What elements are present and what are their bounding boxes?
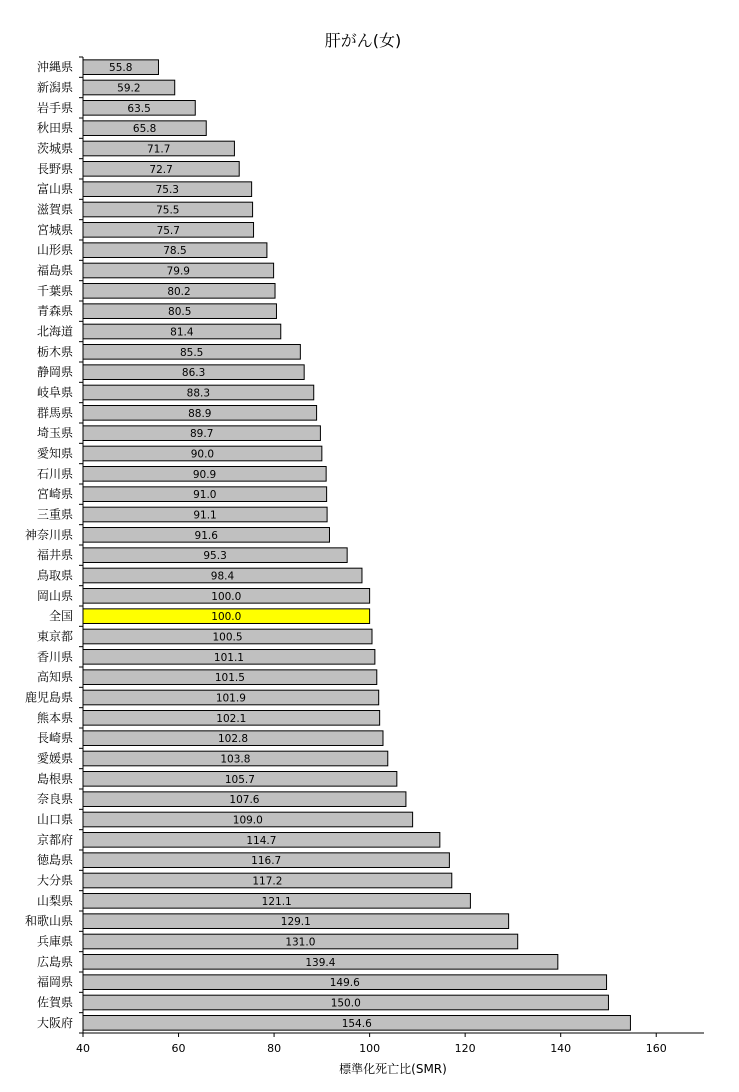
category-label: 宮城県 [36, 222, 73, 237]
data-label: 85.5 [179, 346, 204, 359]
x-tick-label: 160 [645, 1042, 667, 1055]
data-label: 59.2 [117, 82, 141, 95]
data-label: 121.1 [261, 895, 292, 908]
category-label: 高知県 [36, 670, 73, 685]
data-label: 109.0 [232, 814, 263, 827]
data-label: 139.4 [305, 956, 336, 969]
data-label: 75.7 [156, 224, 180, 237]
data-label: 91.6 [194, 529, 218, 542]
data-label: 63.5 [127, 102, 151, 115]
data-label: 101.1 [213, 651, 244, 664]
category-label: 東京都 [36, 629, 73, 644]
category-label: 鹿児島県 [24, 690, 73, 705]
data-label: 117.2 [252, 875, 283, 888]
data-label: 116.7 [251, 855, 282, 868]
category-label: 和歌山県 [24, 914, 73, 929]
category-label: 愛知県 [36, 446, 73, 461]
x-tick-label: 120 [454, 1042, 476, 1055]
data-label: 129.1 [280, 916, 311, 929]
category-label: 茨城県 [36, 141, 73, 156]
data-label: 100.0 [211, 611, 242, 624]
chart-title: 肝がん(女) [324, 31, 402, 50]
category-label: 石川県 [36, 466, 73, 481]
data-label: 91.1 [193, 509, 217, 522]
category-label: 秋田県 [36, 121, 73, 136]
data-label: 91.0 [193, 489, 217, 502]
category-label: 青森県 [36, 304, 73, 319]
data-label: 90.0 [190, 448, 215, 461]
data-label: 101.5 [214, 672, 245, 685]
data-label: 88.3 [186, 387, 211, 400]
data-label: 131.0 [285, 936, 316, 949]
category-label: 沖縄県 [36, 60, 73, 75]
category-label: 新潟県 [36, 80, 73, 95]
category-label: 埼玉県 [36, 426, 73, 441]
data-label: 75.5 [156, 204, 180, 217]
data-label: 101.9 [215, 692, 246, 705]
x-tick-label: 100 [359, 1042, 381, 1055]
category-label: 福岡県 [36, 975, 73, 990]
data-label: 149.6 [329, 977, 360, 990]
data-label: 114.7 [246, 834, 277, 847]
category-label: 滋賀県 [36, 202, 73, 217]
category-label: 大阪府 [36, 1015, 73, 1030]
data-label: 105.7 [224, 773, 255, 786]
category-label: 全国 [48, 609, 73, 624]
data-label: 80.2 [167, 285, 191, 298]
category-label: 静岡県 [36, 365, 73, 380]
data-label: 55.8 [109, 62, 133, 75]
data-label: 81.4 [170, 326, 194, 339]
data-label: 150.0 [330, 997, 361, 1010]
category-label: 栃木県 [36, 344, 73, 359]
category-label: 愛媛県 [36, 751, 73, 766]
data-label: 72.7 [149, 163, 173, 176]
category-label: 島根県 [36, 771, 73, 786]
category-label: 広島県 [36, 954, 73, 969]
data-label: 102.1 [216, 712, 247, 725]
category-label: 神奈川県 [24, 527, 73, 542]
x-tick-label: 40 [76, 1042, 90, 1055]
category-label: 香川県 [36, 649, 73, 664]
category-label: 鳥取県 [36, 568, 73, 583]
category-label: 岡山県 [36, 588, 73, 603]
x-tick-label: 60 [171, 1042, 186, 1055]
category-label: 奈良県 [36, 792, 73, 807]
category-label: 京都府 [36, 832, 73, 847]
x-axis-label: 標準化死亡比(SMR) [339, 1062, 447, 1076]
data-label: 102.8 [217, 733, 249, 746]
data-label: 71.7 [147, 143, 171, 156]
category-label: 大分県 [36, 873, 73, 888]
x-tick-labels [76, 1042, 667, 1055]
category-label: 岩手県 [36, 100, 73, 115]
category-label: 千葉県 [36, 283, 73, 298]
category-label: 佐賀県 [36, 995, 73, 1010]
data-label: 90.9 [192, 468, 217, 481]
data-label: 75.3 [155, 184, 180, 197]
data-label: 65.8 [132, 123, 157, 136]
category-label: 岐阜県 [36, 385, 73, 400]
category-label: 兵庫県 [36, 934, 73, 949]
data-label: 79.9 [166, 265, 190, 278]
category-label: 富山県 [36, 182, 73, 197]
x-tick-label: 80 [267, 1042, 282, 1055]
category-label: 山形県 [36, 243, 73, 258]
data-label: 154.6 [341, 1017, 372, 1030]
data-label: 78.5 [163, 245, 187, 258]
category-label: 山梨県 [36, 893, 73, 908]
category-label: 熊本県 [36, 710, 73, 725]
category-label: 山口県 [36, 812, 73, 827]
data-label: 89.7 [190, 428, 214, 441]
category-label: 宮崎県 [36, 487, 73, 502]
category-label: 三重県 [36, 507, 73, 522]
data-label: 98.4 [210, 570, 235, 583]
category-labels [25, 59, 73, 1030]
category-label: 長野県 [36, 161, 73, 176]
data-label: 80.5 [168, 306, 192, 319]
category-label: 福井県 [36, 548, 73, 563]
x-tick-label: 140 [550, 1042, 572, 1055]
category-label: 徳島県 [36, 853, 73, 868]
category-label: 長崎県 [36, 731, 73, 746]
data-label: 100.5 [212, 631, 243, 644]
data-label: 95.3 [203, 550, 227, 563]
data-label: 86.3 [181, 367, 206, 380]
data-label: 88.9 [188, 407, 212, 420]
data-label: 107.6 [229, 794, 260, 807]
category-label: 福島県 [36, 263, 73, 278]
category-label: 群馬県 [36, 405, 73, 420]
data-label: 103.8 [220, 753, 251, 766]
data-label: 100.0 [211, 590, 242, 603]
category-label: 北海道 [36, 324, 73, 339]
